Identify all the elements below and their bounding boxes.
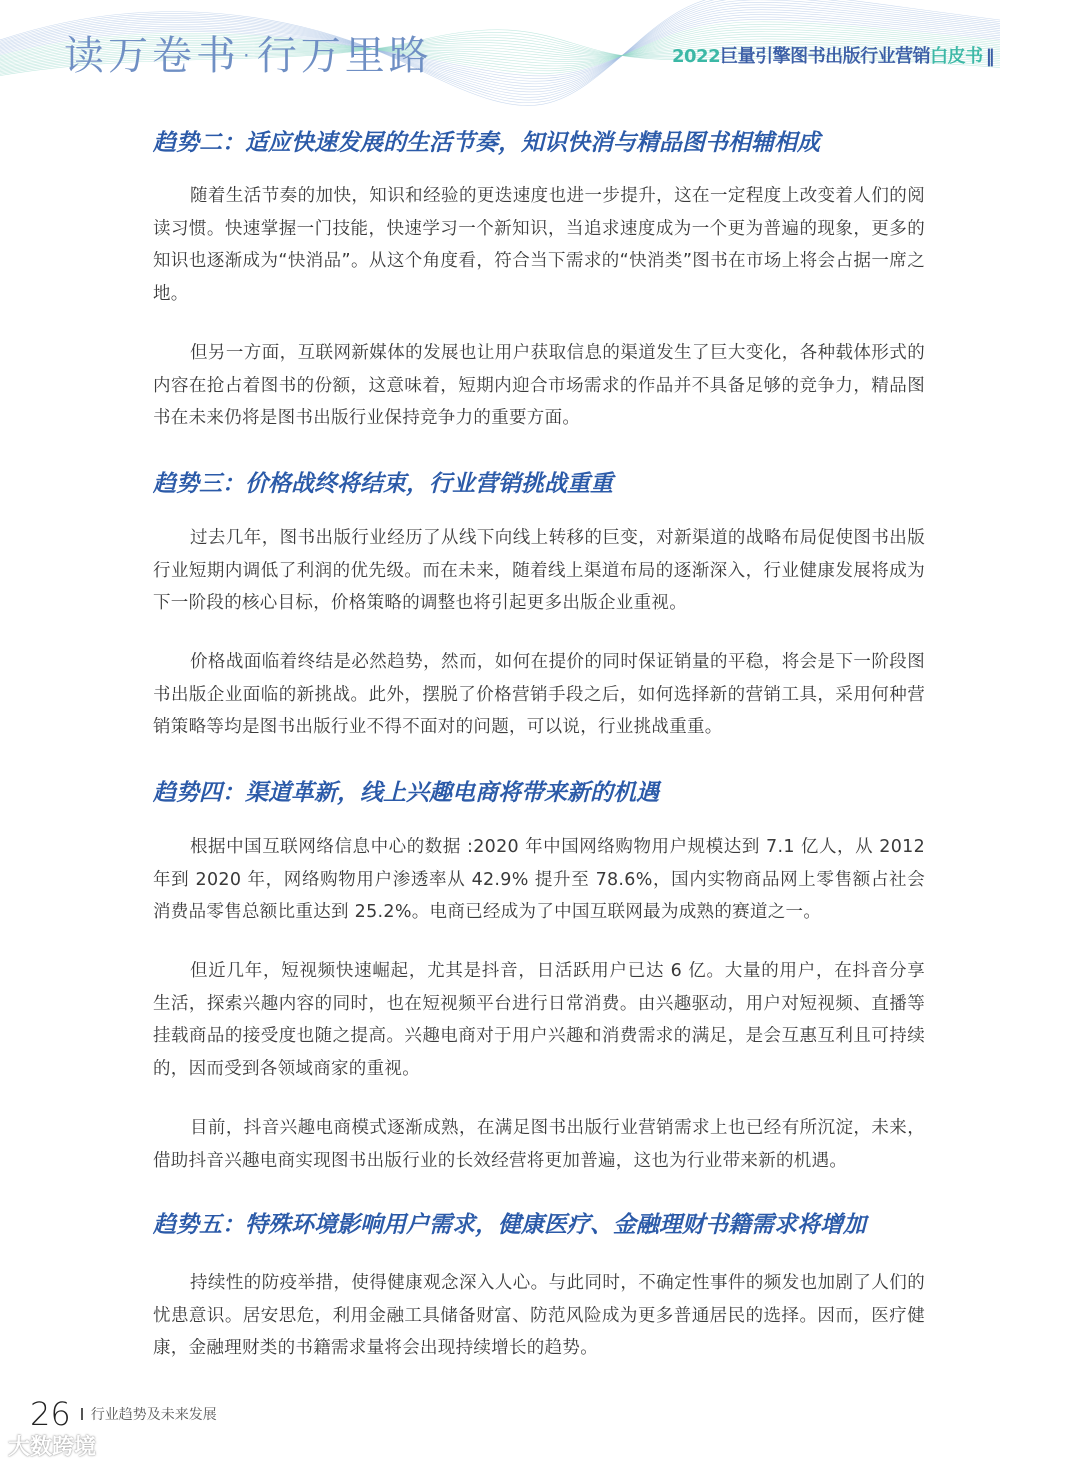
section-heading: 趋势四：渠道革新，线上兴趣电商将带来新的机遇 <box>153 780 659 806</box>
paragraph: 过去几年，图书出版行业经历了从线下向线上转移的巨变，对新渠道的战略布局促使图书出版行业短期内调低了利润的优先级。而在未来，随着线上渠道布局的逐渐深入，行业健康发展将成为下一阶段的核心目标，价格策略的调整也将引起更多出版企业重视。 <box>153 528 925 614</box>
paragraph: 但近几年，短视频快速崛起，尤其是抖音，日活跃用户已达 6 亿。大量的用户，在抖音分享生活，探索兴趣内容的同时，也在短视频平台进行日常消费。由兴趣驱动，用户对短视频、直播等挂载商品的接受度也随之提高。兴趣电商对于用户兴趣和消费需求的满足，是会互惠互利且可持续的，因而受到各领域商家的重视。 <box>153 961 925 1079</box>
paragraph: 根据中国互联网络信息中心的数据 :2020 年中国网络购物用户规模达到 7.1 亿人，从 2012 年到 2020 年，网络购物用户渗透率从 42.9% 提升至 78.6%，国内实物商品网上零售额占社会消费品零售总额比重达到 25.2%。电商已经成为了中国互联网最为成熟的赛道之一。 <box>153 837 925 923</box>
paragraph: 随着生活节奏的加快，知识和经验的更迭速度也进一步提升，这在一定程度上改变着人们的阅读习惯。快速掌握一门技能，快速学习一个新知识，当追求速度成为一个更为普遍的现象，更多的知识也逐渐成为“快消品”。从这个角度看，符合当下需求的“快消类”图书在市场上将会占据一席之地。 <box>153 186 925 304</box>
paragraph: 目前，抖音兴趣电商模式逐渐成熟，在满足图书出版行业营销需求上也已经有所沉淀，未来，借助抖音兴趣电商实现图书出版行业的长效经营将更加普遍，这也为行业带来新的机遇。 <box>153 1118 925 1171</box>
page-footer <box>30 1395 217 1433</box>
section-heading: 趋势二：适应快速发展的生活节奏，知识快消与精品图书相辅相成 <box>153 130 820 156</box>
header-slogan: 读万卷书·行万里路 <box>64 33 433 79</box>
watermark: 大数跨境 <box>8 1435 97 1460</box>
report-bars-icon: ‖ <box>985 46 995 67</box>
section-heading: 趋势五：特殊环境影响用户需求，健康医疗、金融理财书籍需求将增加 <box>153 1212 866 1238</box>
report-year: 2022 <box>672 46 721 67</box>
report-title-end: 白皮书 <box>930 46 983 67</box>
footer-divider <box>81 1408 83 1420</box>
section-heading: 趋势三：价格战终将结束，行业营销挑战重重 <box>153 471 613 497</box>
report-title-main: 巨量引擎图书出版行业营销 <box>720 46 931 67</box>
paragraph: 价格战面临着终结是必然趋势，然而，如何在提价的同时保证销量的平稳，将会是下一阶段图书出版企业面临的新挑战。此外，摆脱了价格营销手段之后，如何选择新的营销工具，采用何种营销策略等均是图书出版行业不得不面对的问题，可以说，行业挑战重重。 <box>153 652 925 738</box>
footer-section-title: 行业趋势及未来发展 <box>90 1407 217 1423</box>
paragraph: 持续性的防疫举措，使得健康观念深入人心。与此同时，不确定性事件的频发也加剧了人们的忧患意识。居安思危，利用金融工具储备财富、防范风险成为更多普通居民的选择。因而，医疗健康，金融理财类的书籍需求量将会出现持续增长的趋势。 <box>153 1273 925 1359</box>
paragraph: 但另一方面，互联网新媒体的发展也让用户获取信息的渠道发生了巨大变化，各种载体形式的内容在抢占着图书的份额，这意味着，短期内迎合市场需求的作品并不具备足够的竞争力，精品图书在未来仍将是图书出版行业保持竞争力的重要方面。 <box>153 343 925 429</box>
report-title <box>672 42 994 68</box>
page-number: 26 <box>30 1395 71 1433</box>
